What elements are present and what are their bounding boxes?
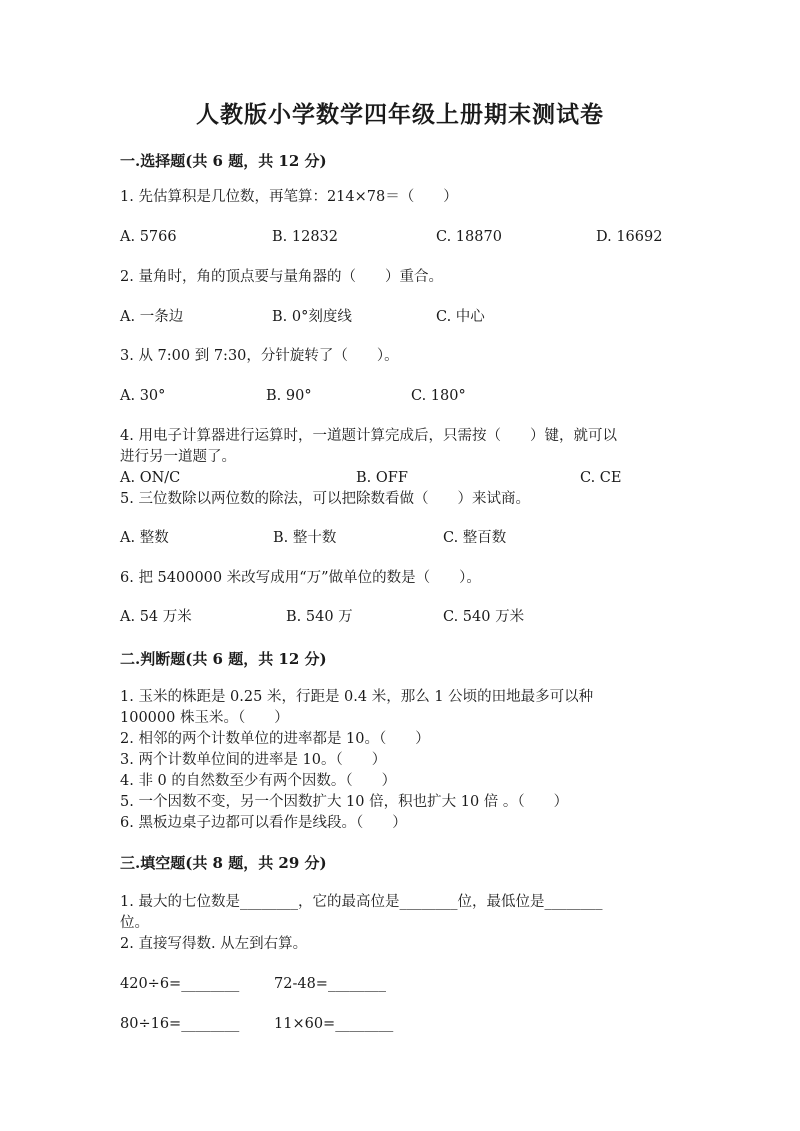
calc-item: 420÷6=________ [120,976,240,992]
tf-item: 100000 株玉米。（ ） [120,710,289,726]
fill-question-1-line-1: 1. 最大的七位数是________，它的最高位是________位，最低位是________ [120,894,603,910]
tf-item: 6. 黑板边桌子边都可以看作是线段。（ ） [120,815,407,831]
question-2: 2. 量角时，角的顶点要与量角器的（ ）重合。 [120,269,443,285]
section-heading-fill-in: 三.填空题(共 8 题，共 29 分) [120,854,327,872]
question-6: 6. 把 5400000 米改写成用“万”做单位的数是（ ）。 [120,570,481,586]
fill-question-2: 2. 直接写得数. 从左到右算。 [120,936,308,952]
question-4-line-2: 进行另一道题了。 [120,449,236,465]
q1-option-a: A. 5766 [120,229,177,245]
q2-option-c: C. 中心 [436,309,485,325]
question-1: 1. 先估算积是几位数，再笔算：214×78＝（ ） [120,189,458,205]
q4-option-a: A. ON/C [120,470,181,486]
tf-item: 1. 玉米的株距是 0.25 米，行距是 0.4 米，那么 1 公顷的田地最多可以种 [120,689,594,705]
q6-option-c: C. 540 万米 [443,609,525,625]
q6-option-b: B. 540 万 [286,609,353,625]
q1-option-b: B. 12832 [272,229,339,245]
q1-option-d: D. 16692 [596,229,663,245]
tf-item: 2. 相邻的两个计数单位的进率都是 10。（ ） [120,731,430,747]
section-heading-true-false: 二.判断题(共 6 题，共 12 分) [120,650,327,668]
question-5: 5. 三位数除以两位数的除法，可以把除数看做（ ）来试商。 [120,491,530,507]
section-heading-multiple-choice: 一.选择题(共 6 题，共 12 分) [120,152,327,170]
q5-option-b: B. 整十数 [273,530,337,546]
calc-item: 80÷16=________ [120,1016,240,1032]
q5-option-c: C. 整百数 [443,530,507,546]
q3-option-a: A. 30° [120,388,166,404]
question-3: 3. 从 7:00 到 7:30，分针旋转了（ ）。 [120,348,399,364]
q1-option-c: C. 18870 [436,229,502,245]
q6-option-a: A. 54 万米 [120,609,192,625]
q3-option-b: B. 90° [266,388,312,404]
q2-option-a: A. 一条边 [120,309,184,325]
calc-item: 72-48=________ [274,976,386,992]
q3-option-c: C. 180° [411,388,466,404]
q5-option-a: A. 整数 [120,530,169,546]
fill-question-1-line-2: 位。 [120,915,149,931]
question-4-line-1: 4. 用电子计算器进行运算时，一道题计算完成后，只需按（ ）键，就可以 [120,428,617,444]
tf-item: 3. 两个计数单位间的进率是 10。（ ） [120,752,387,768]
page-title: 人教版小学数学四年级上册期末测试卷 [196,101,604,128]
q2-option-b: B. 0°刻度线 [272,309,352,325]
tf-item: 4. 非 0 的自然数至少有两个因数。（ ） [120,773,397,789]
q4-option-b: B. OFF [356,470,408,486]
calc-item: 11×60=________ [274,1016,394,1032]
q4-option-c: C. CE [580,470,622,486]
tf-item: 5. 一个因数不变，另一个因数扩大 10 倍，积也扩大 10 倍 。（ ） [120,794,569,810]
